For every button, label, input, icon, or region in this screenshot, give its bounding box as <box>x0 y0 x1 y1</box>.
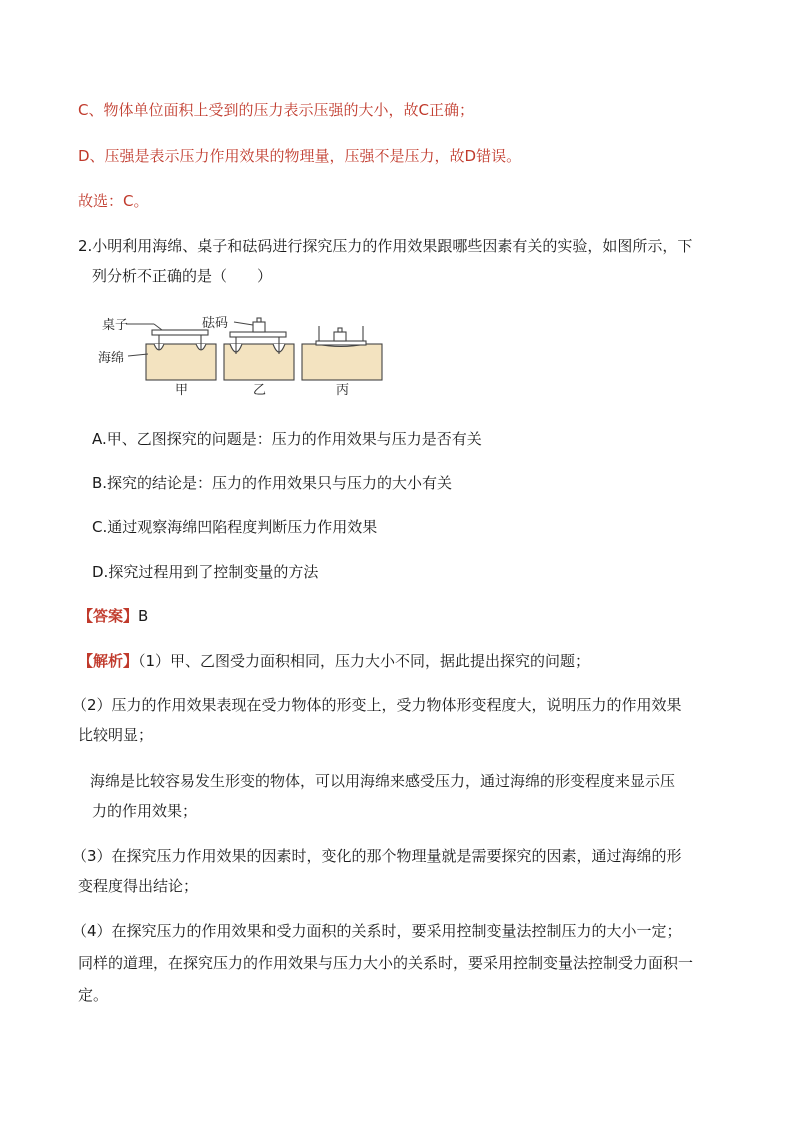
option-b: B.探究的结论是：压力的作用效果只与压力的大小有关 <box>92 474 453 492</box>
analysis-p1: （1）甲、乙图受力面积相同，压力大小不同，据此提出探究的问题； <box>138 652 591 670</box>
analysis-p5-line3: 定。 <box>78 986 109 1004</box>
option-d: D.探究过程用到了控制变量的方法 <box>92 563 319 581</box>
answer-line <box>78 605 148 627</box>
option-a: A.甲、乙图探究的问题是：压力的作用效果与压力是否有关 <box>92 430 482 448</box>
leader-sponge <box>128 354 148 356</box>
weight-yi <box>253 322 265 332</box>
panel-label-jia: 甲 <box>175 383 189 398</box>
analysis-p4-line1: （3）在探究压力作用效果的因素时，变化的那个物理量就是需要探究的因素，通过海绵的形 <box>72 847 682 865</box>
analysis-p2-line1: （2）压力的作用效果表现在受力物体的形变上，受力物体形变程度大，说明压力的作用效果 <box>72 696 682 714</box>
analysis-p1-line <box>78 650 590 672</box>
panel-jia <box>146 330 216 380</box>
weight-bing <box>334 332 346 341</box>
analysis-p5-line1: （4）在探究压力的作用效果和受力面积的关系时，要采用控制变量法控制压力的大小一定； <box>72 922 682 940</box>
panel-yi <box>224 318 294 380</box>
answer-tag: 【答案】 <box>78 607 139 625</box>
analysis-p3-line2: 力的作用效果； <box>92 802 198 820</box>
label-weight: 砝码 <box>202 316 229 331</box>
leader-table-tip <box>154 324 162 330</box>
weight-knob-yi <box>257 318 261 322</box>
label-sponge: 海绵 <box>98 351 125 366</box>
experiment-figure <box>96 308 386 398</box>
label-table: 桌子 <box>102 318 129 333</box>
table-top-jia <box>152 330 208 335</box>
table-top-yi <box>230 332 286 337</box>
question-stem-line1: 2.小明利用海绵、桌子和砝码进行探究压力的作用效果跟哪些因素有关的实验，如图所示，下 <box>78 237 693 255</box>
leader-weight <box>234 322 253 325</box>
option-c: C.通过观察海绵凹陷程度判断压力作用效果 <box>92 518 378 536</box>
question-stem-line2: 列分析不正确的是（ ） <box>92 267 273 285</box>
analysis-p4-line2: 变程度得出结论； <box>78 877 199 895</box>
sponge-block-jia <box>146 344 216 380</box>
analysis-tag: 【解析】 <box>78 652 139 670</box>
answer-value: B <box>138 607 149 625</box>
panel-label-yi: 乙 <box>253 383 267 398</box>
prev-option-c-explanation: C、物体单位面积上受到的压力表示压强的大小，故C正确； <box>78 101 474 119</box>
weight-knob-bing <box>338 328 342 332</box>
table-top-bing <box>316 341 366 345</box>
analysis-p3-line1: 海绵是比较容易发生形变的物体，可以用海绵来感受压力，通过海绵的形变程度来显示压 <box>90 772 676 790</box>
analysis-p2-line2: 比较明显； <box>78 726 154 744</box>
prev-final-choice: 故选：C。 <box>78 192 149 210</box>
sponge-block-bing <box>302 344 382 380</box>
prev-option-d-explanation: D、压强是表示压力作用效果的物理量，压强不是压力，故D错误。 <box>78 147 522 165</box>
panel-bing <box>302 326 382 380</box>
analysis-p5-line2: 同样的道理，在探究压力的作用效果与压力大小的关系时，要采用控制变量法控制受力面积一 <box>78 954 694 972</box>
panel-label-bing: 丙 <box>336 383 350 398</box>
